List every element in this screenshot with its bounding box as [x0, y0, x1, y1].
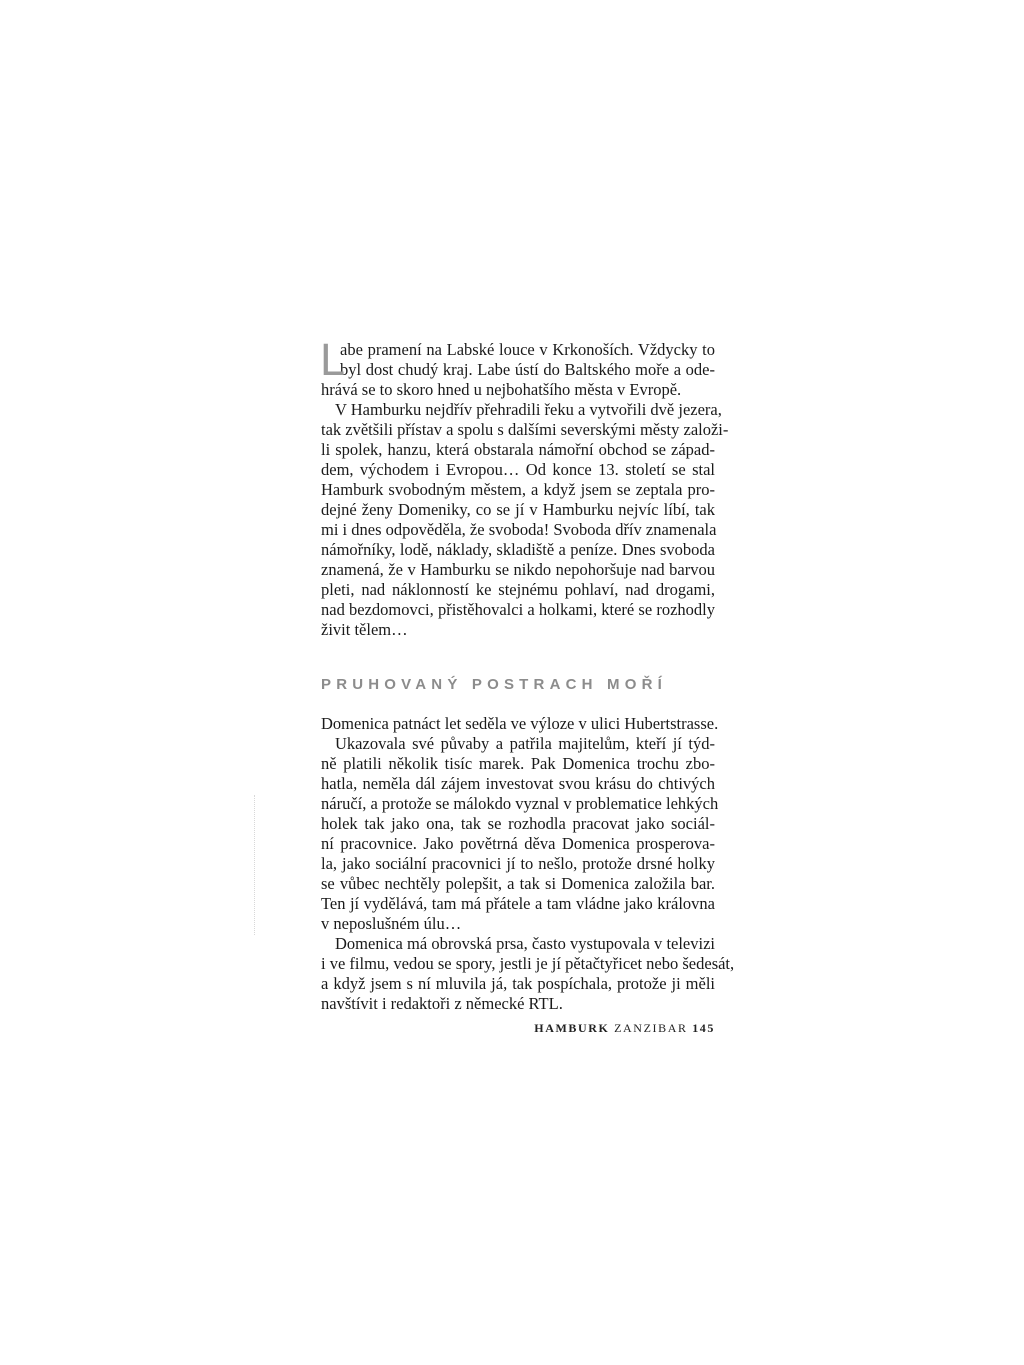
text-line: Domenica má obrovská prsa, často vystupovala v televizi: [335, 934, 715, 953]
text-line: mi i dnes odpověděla, že svoboda! Svoboda dřív znamenala: [321, 520, 717, 539]
section-paragraph-1: [321, 714, 719, 734]
text-line: hrává se to skoro hned u nejbohatšího města v Evropě.: [321, 380, 682, 399]
text-line: Domenica patnáct let seděla ve výloze v ulici Hubertstrasse.: [321, 714, 719, 733]
paragraph-1: [320, 334, 715, 400]
text-line: navštívit i redaktoři z německé RTL.: [321, 994, 563, 1013]
text-line: li spolek, hanzu, která obstarala námořní obchod se západ-: [321, 440, 715, 459]
section-paragraph-2: [321, 734, 719, 934]
section-heading: PRUHOVANÝ POSTRACH MOŘÍ: [321, 676, 667, 693]
text-line: byl dost chudý kraj. Labe ústí do Baltského moře a ode-: [340, 360, 715, 379]
text-line: Hamburk svobodným městem, a když jsem se zeptala pro-: [321, 480, 715, 499]
text-line: námořníky, lodě, náklady, skladiště a peníze. Dnes svoboda: [321, 540, 715, 559]
text-line: živit tělem…: [321, 620, 408, 639]
page-number: 145: [692, 1021, 715, 1035]
text-line: abe pramení na Labské louce v Krkonoších. Vždycky to: [340, 340, 715, 359]
text-line: pleti, nad náklonností ke stejnému pohlaví, nad drogami,: [321, 580, 715, 599]
footer-title-bold: HAMBURK: [534, 1021, 610, 1035]
text-line: la, jako sociální pracovnici jí to nešlo, protože drsné holky: [321, 854, 715, 873]
text-line: znamená, že v Hamburku se nikdo nepohoršuje nad barvou: [321, 560, 715, 579]
text-line: tak zvětšili přístav a spolu s dalšími severskými městy založi-: [321, 420, 729, 439]
paragraph-2: [321, 400, 729, 640]
text-line: se vůbec nechtěly polepšit, a tak si Domenica založila bar.: [321, 874, 715, 893]
text-line: holek tak jako ona, tak se rozhodla pracovat jako sociál-: [321, 814, 715, 833]
opening-text-block: [320, 334, 729, 640]
text-line: hatla, neměla dál zájem investovat svou krásu do chtivých: [321, 774, 715, 793]
text-line: nad bezdomovci, přistěhovalci a holkami, které se rozhodly: [321, 600, 715, 619]
running-footer: [534, 1021, 715, 1036]
text-line: ně platili několik tisíc marek. Pak Domenica trochu zbo-: [321, 754, 715, 773]
text-line: dejné ženy Domeniky, co se jí v Hamburku nejvíc líbí, tak: [321, 500, 715, 519]
text-line: i ve filmu, vedou se spory, jestli je jí pětačtyřicet nebo šedesát,: [321, 954, 735, 973]
drop-cap: L: [320, 334, 346, 385]
text-line: dem, východem i Evropou… Od konce 13. století se stal: [321, 460, 715, 479]
text-line: V Hamburku nejdřív přehradili řeku a vytvořili dvě jezera,: [335, 400, 722, 419]
text-line: a když jsem s ní mluvila já, tak pospíchala, protože ji měli: [321, 974, 715, 993]
text-line: Ukazovala své půvaby a patřila majitelům, kteří jí týd-: [335, 734, 715, 753]
footer-title: ZANZIBAR: [614, 1021, 688, 1035]
section-text-block: [321, 714, 735, 1014]
section-paragraph-3: [321, 934, 735, 1014]
text-line: v neposlušném úlu…: [321, 914, 462, 933]
margin-scan-mark: [254, 795, 256, 935]
text-line: ní pracovnice. Jako povětrná děva Domenica prosperova-: [321, 834, 715, 853]
text-line: náručí, a protože se málokdo vyznal v problematice lehkých: [321, 794, 719, 813]
text-line: Ten jí vydělává, tam má přátele a tam vládne jako královna: [321, 894, 715, 913]
